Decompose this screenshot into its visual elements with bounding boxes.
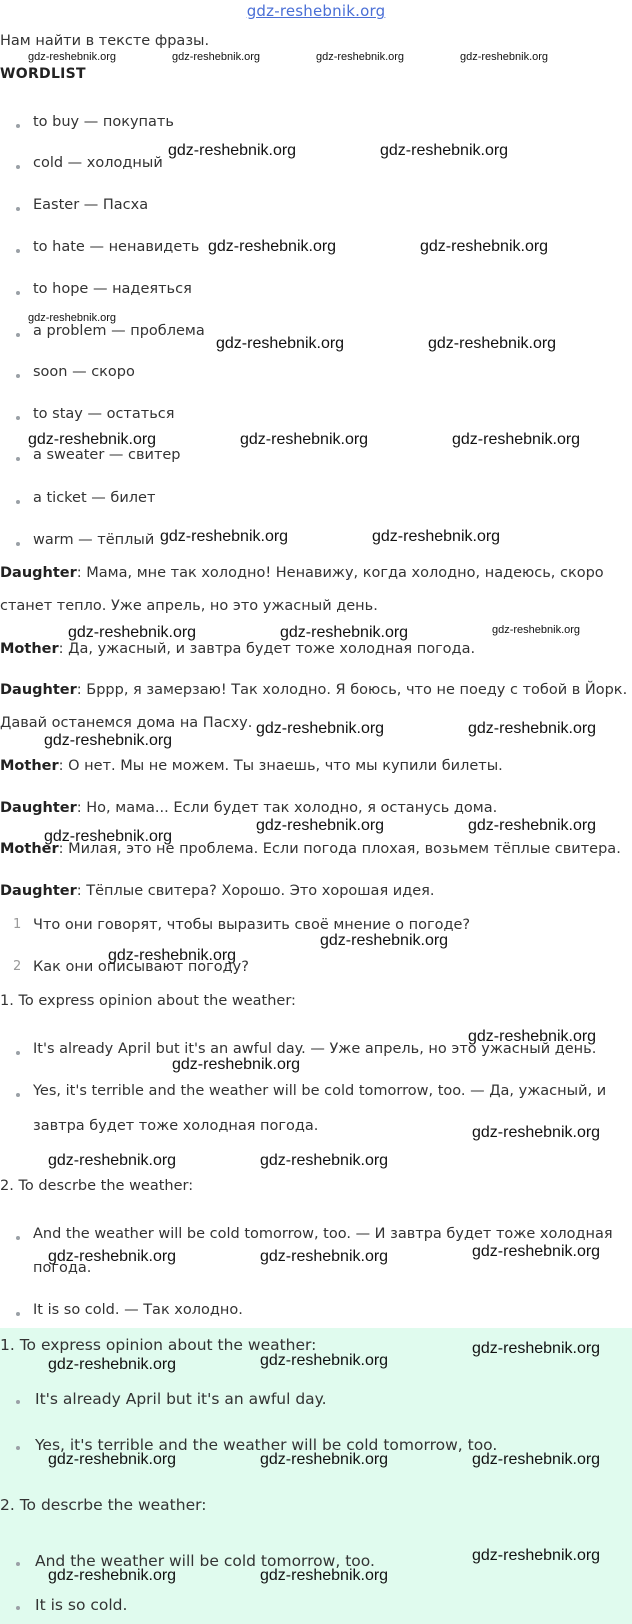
intro-text: Нам найти в тексте фразы.: [0, 33, 210, 49]
watermark: gdz-reshebnik.org: [316, 51, 405, 63]
answer-text: It is so cold.: [35, 1596, 128, 1614]
watermark: gdz-reshebnik.org: [68, 624, 197, 641]
watermark: gdz-reshebnik.org: [160, 528, 289, 545]
dialogue-text: О нет. Мы не можем. Ты знаешь, что мы купили билеты.: [68, 758, 503, 774]
answer-text: And the weather will be cold tomorrow, too.: [35, 1552, 375, 1570]
wordlist-item-text: to stay — остаться: [33, 406, 175, 422]
watermark: gdz-reshebnik.org: [472, 1340, 601, 1357]
watermark: gdz-reshebnik.org: [240, 431, 369, 448]
answer-text: Yes, it's terrible and the weather will be cold tomorrow, too.: [35, 1436, 498, 1454]
watermark: gdz-reshebnik.org: [256, 817, 385, 834]
wordlist-item-text: warm — тёплый: [33, 532, 155, 548]
answer-text: Yes, it's terrible and the weather will be cold tomorrow, too. — Да, ужасный, и: [33, 1083, 607, 1099]
speaker-name: Mother: [0, 841, 59, 857]
watermark: gdz-reshebnik.org: [380, 142, 509, 159]
dialogue-text: Милая, это не проблема. Если погода плохая, возьмем тёплые свитера.: [68, 841, 621, 857]
speaker-name: Daughter: [0, 883, 77, 899]
watermark: gdz-reshebnik.org: [472, 1124, 601, 1141]
watermark: gdz-reshebnik.org: [472, 1547, 601, 1564]
wordlist-item-text: Easter — Пасха: [33, 197, 149, 213]
watermark: gdz-reshebnik.org: [260, 1152, 389, 1169]
dialogue-line: Daughter: Тёплые свитера? Хорошо. Это хорошая идея.: [0, 883, 435, 899]
dialogue-line-continuation: Давай останемся дома на Пасху.: [0, 715, 253, 731]
dialogue-text: Да, ужасный, и завтра будет тоже холодная погода.: [68, 641, 476, 657]
site-header-link[interactable]: gdz-reshebnik.org: [246, 2, 386, 20]
dialogue-text: Мама, мне так холодно! Ненавижу, когда холодно, надеюсь, скоро: [86, 565, 604, 581]
watermark: gdz-reshebnik.org: [468, 1028, 597, 1045]
answer-text: And the weather will be cold tomorrow, too. — И завтра будет тоже холодная: [33, 1226, 613, 1242]
question-number: 1: [13, 917, 22, 932]
dialogue-line: Mother: Милая, это не проблема. Если погода плохая, возьмем тёплые свитера.: [0, 841, 621, 857]
dialogue-line-continuation: станет тепло. Уже апрель, но это ужасный день.: [0, 598, 378, 614]
watermark: gdz-reshebnik.org: [168, 142, 297, 159]
watermark: gdz-reshebnik.org: [260, 1248, 389, 1265]
watermark: gdz-reshebnik.org: [48, 1451, 177, 1468]
answer-text: It's already April but it's an awful day.: [35, 1390, 327, 1408]
watermark: gdz-reshebnik.org: [468, 720, 597, 737]
wordlist-item-text: soon — скоро: [33, 364, 135, 380]
wordlist-item-text: to hate — ненавидеть: [33, 239, 200, 255]
dialogue-text: Тёплые свитера? Хорошо. Это хорошая идея.: [86, 883, 435, 899]
watermark: gdz-reshebnik.org: [28, 312, 117, 324]
wordlist-title: WORDLIST: [0, 66, 86, 82]
dialogue-text: Но, мама... Если будет так холодно, я останусь дома.: [86, 800, 498, 816]
watermark: gdz-reshebnik.org: [420, 238, 549, 255]
watermark: gdz-reshebnik.org: [48, 1152, 177, 1169]
question-text: Что они говорят, чтобы выразить своё мнение о погоде?: [33, 917, 471, 933]
dialogue-line: Daughter: Но, мама... Если будет так холодно, я останусь дома.: [0, 800, 498, 816]
dialogue-line: Daughter: Мама, мне так холодно! Ненавижу, когда холодно, надеюсь, скоро: [0, 565, 604, 581]
watermark: gdz-reshebnik.org: [108, 947, 237, 964]
watermark: gdz-reshebnik.org: [172, 1056, 301, 1073]
wordlist-item-text: a sweater — свитер: [33, 447, 181, 463]
speaker-name: Daughter: [0, 565, 77, 581]
answer-text: It's already April but it's an awful day. — Уже апрель, но это ужасный день.: [33, 1041, 597, 1057]
question-number: 2: [13, 959, 22, 974]
watermark: gdz-reshebnik.org: [48, 1356, 177, 1373]
watermark: gdz-reshebnik.org: [320, 932, 449, 949]
dialogue-line: Mother: Да, ужасный, и завтра будет тоже холодная погода.: [0, 641, 476, 657]
wordlist-item-text: cold — холодный: [33, 155, 163, 171]
watermark: gdz-reshebnik.org: [260, 1567, 389, 1584]
watermark: gdz-reshebnik.org: [280, 624, 409, 641]
watermark: gdz-reshebnik.org: [28, 51, 117, 63]
section-title: 2. To descrbe the weather:: [0, 1178, 194, 1194]
watermark: gdz-reshebnik.org: [452, 431, 581, 448]
section-title: 1. To express opinion about the weather:: [0, 993, 296, 1009]
wordlist-item-text: a problem — проблема: [33, 323, 205, 339]
watermark: gdz-reshebnik.org: [44, 732, 173, 749]
dialogue-text: Бррр, я замерзаю! Так холодно. Я боюсь, что не поеду с тобой в Йорк.: [86, 682, 628, 698]
speaker-name: Mother: [0, 758, 59, 774]
answer-text-continuation: погода.: [33, 1260, 92, 1276]
watermark: gdz-reshebnik.org: [172, 51, 261, 63]
watermark: gdz-reshebnik.org: [208, 238, 337, 255]
wordlist-item-text: to hope — надеяться: [33, 281, 192, 297]
watermark: gdz-reshebnik.org: [256, 720, 385, 737]
answer-text-continuation: завтра будет тоже холодная погода.: [33, 1118, 319, 1134]
watermark: gdz-reshebnik.org: [460, 51, 549, 63]
wordlist-item-text: to buy — покупать: [33, 114, 174, 130]
watermark: gdz-reshebnik.org: [260, 1352, 389, 1369]
speaker-name: Daughter: [0, 682, 77, 698]
dialogue-line: Mother: О нет. Мы не можем. Ты знаешь, что мы купили билеты.: [0, 758, 503, 774]
question-text: Как они описывают погоду?: [33, 959, 249, 975]
watermark: gdz-reshebnik.org: [260, 1451, 389, 1468]
watermark: gdz-reshebnik.org: [472, 1243, 601, 1260]
wordlist-item-text: a ticket — билет: [33, 490, 156, 506]
watermark: gdz-reshebnik.org: [28, 431, 157, 448]
watermark: gdz-reshebnik.org: [468, 817, 597, 834]
watermark: gdz-reshebnik.org: [216, 335, 345, 352]
speaker-name: Mother: [0, 641, 59, 657]
watermark: gdz-reshebnik.org: [48, 1248, 177, 1265]
dialogue-line: Daughter: Бррр, я замерзаю! Так холодно. Я боюсь, что не поеду с тобой в Йорк.: [0, 682, 628, 698]
watermark: gdz-reshebnik.org: [44, 828, 173, 845]
watermark: gdz-reshebnik.org: [372, 528, 501, 545]
watermark: gdz-reshebnik.org: [48, 1567, 177, 1584]
answer-section-title: 1. To express opinion about the weather:: [0, 1336, 317, 1354]
answer-section-title: 2. To descrbe the weather:: [0, 1496, 207, 1514]
answer-text: It is so cold. — Так холодно.: [33, 1302, 243, 1318]
speaker-name: Daughter: [0, 800, 77, 816]
watermark: gdz-reshebnik.org: [428, 335, 557, 352]
watermark: gdz-reshebnik.org: [492, 624, 581, 636]
watermark: gdz-reshebnik.org: [472, 1451, 601, 1468]
